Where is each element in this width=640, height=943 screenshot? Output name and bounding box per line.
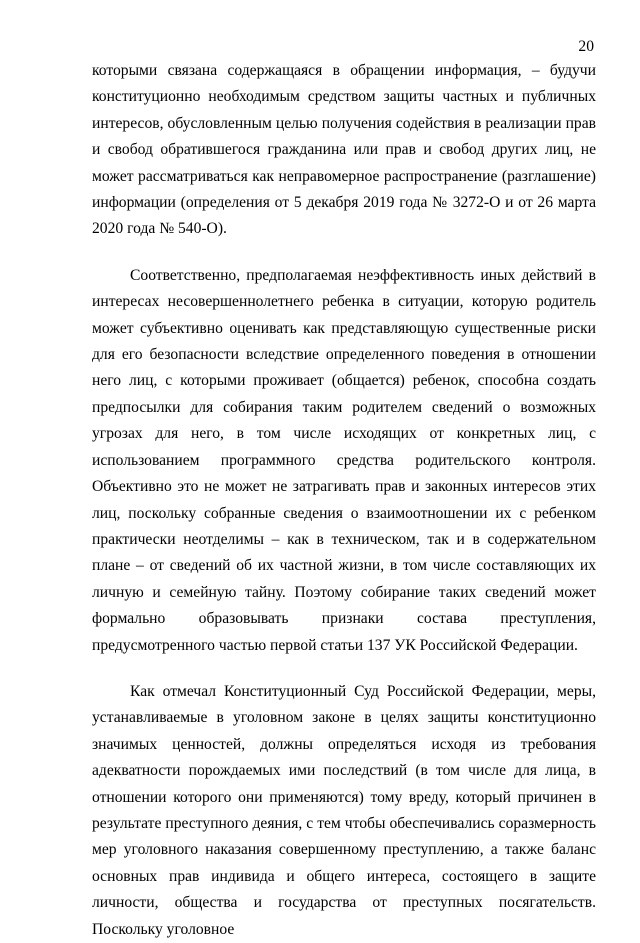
page-number: 20	[578, 38, 594, 55]
paragraph-continuation: которыми связана содержащаяся в обращении информация, – будучи конституционно необходимым средством защиты частных и публичных интересов, обусловленным целью получения содействия в реализации прав и свобод обратившегося гражданина или прав и свобод других лиц, не может рассматриваться как неправомерное распространение (разглашение) информации (определения от 5 декабря 2019 года № 3272-О и от 26 марта 2020 года № 540-О).	[92, 62, 596, 238]
paragraph-constitutional-court: Как отмечал Конституционный Суд Российской Федерации, меры, устанавливаемые в уголовном законе в целях защиты конституционно значимых ценностей, должны определяться исходя из требования адекватности порождаемых ими последствий (в том числе для лица, в отношении которого они применяются) тому вреду, который причинен в результате преступного деяния, с тем чтобы обеспечивались соразмерность мер уголовного наказания совершенному преступлению, а также баланс основных прав индивида и общего интереса, состоящего в защите личности, общества и государства от преступных посягательств. Поскольку уголовное	[92, 682, 596, 938]
paragraph-parental-control: Соответственно, предполагаемая неэффективность иных действий в интересах несовершеннолетнего ребенка в ситуации, которую родитель может субъективно оценивать как представляющую существенные риски для его безопасности вследствие определенного поведения в отношении него лиц, с которыми проживает (общается) ребенок, способна создать предпосылки для собирания таким родителем сведений о возможных угрозах для него, в том числе исходящих от конкретных лиц, с использованием программного средства родительского контроля. Объективно это не может не затрагивать прав и законных интересов этих лиц, поскольку собранные сведения о взаимоотношении их с ребенком практически неотделимы – как в техническом, так и в содержательном плане – от сведений об их частной жизни, в том числе составляющих их личную и семейную тайну. Поэтому собирание таких сведений может формально образовывать признаки состава преступления, предусмотренного частью первой статьи 137 УК Российской Федерации.	[92, 266, 596, 654]
document-body	[92, 58, 596, 943]
